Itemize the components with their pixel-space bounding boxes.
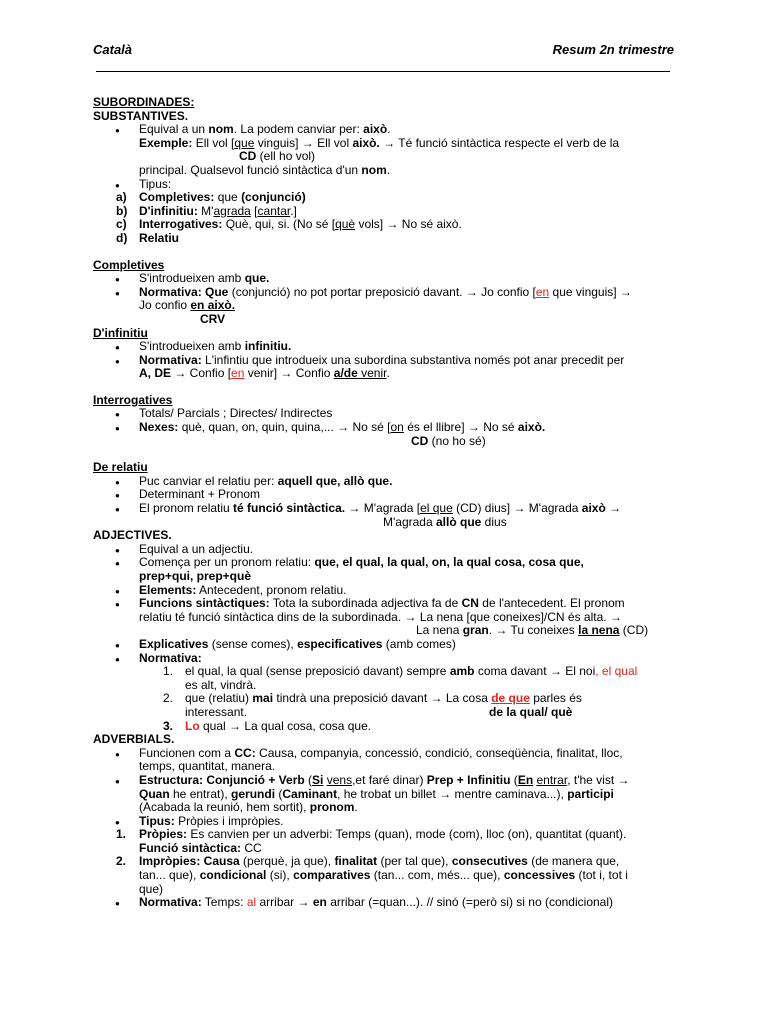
section-title-interrogatives: Interrogatives — [93, 392, 173, 407]
list-item: ● Elements: Antecedent, pronom relatiu. — [93, 584, 683, 598]
annotation-cd: CD (no ho sé) — [411, 433, 486, 448]
list-item: tan... que), condicional (si), comparatives (tan... com, més... que), concessives (tot i, tot i — [139, 868, 628, 883]
list-item: ● Equival a un adjectiu. — [93, 543, 683, 557]
section-title-infinitiu: D'infinitiu — [93, 325, 148, 340]
section-title-adjectives: ADJECTIVES. — [93, 528, 172, 543]
list-item: CD (ell ho vol) — [239, 149, 316, 164]
list-item: ● Normativa: Temps: al arribar → en arribar (=quan...). // sinó (=però si) si no (condicional) — [93, 896, 683, 910]
list-item: (Acabada la reunió, hem sortit), pronom. — [139, 800, 358, 815]
list-item: 2. que (relatiu) mai tindrà una preposició davant → La cosa de que parles és — [163, 691, 582, 706]
list-item: ● Tipus: — [93, 178, 683, 192]
list-item: ● Estructura: Conjunció + Verb (Si vens,et faré dinar) Prep + Infinitiu (En entrar, t'he vist → — [93, 774, 683, 788]
spacer — [93, 246, 683, 259]
list-item: Exemple: Ell vol [que vinguis] → Ell vol això. → Té funció sintàctica respecte el verb de la — [139, 135, 620, 150]
list-item: ● Equival a un nom. La podem canviar per: això. — [93, 123, 683, 137]
section-title-substantives: SUBSTANTIVES. — [93, 108, 189, 123]
list-item: ● Puc canviar el relatiu per: aquell que, allò que. — [93, 475, 683, 489]
list-item: temps, quantitat, manera. — [139, 759, 276, 774]
list-item: 1. Pròpies: Es canvien per un adverbi: Temps (quan), mode (com), lloc (on), quantitat (quant). — [116, 827, 627, 842]
list-item: Jo confio en això. — [139, 298, 236, 313]
list-item: ● S'introdueixen amb infinitiu. — [93, 340, 683, 354]
list-item: ● El pronom relatiu té funció sintàctica. → M'agrada [el que (CD) dius] → M'agrada això → — [93, 502, 683, 516]
section-title-completives: Completives — [93, 257, 165, 272]
section-title-relatiu: De relatiu — [93, 460, 148, 475]
list-item: a) Completives: que (conjunció) — [116, 190, 306, 205]
list-item: b) D'infinitiu: M'agrada [cantar.] — [116, 203, 297, 218]
list-item: ● Funcionen com a CC: Causa, companyia, concessió, condició, conseqüència, finalitat, lloc, — [93, 747, 683, 761]
spacer — [93, 381, 683, 394]
list-item: ● Normativa: Que (conjunció) no pot portar preposició davant. → Jo confio [en que vinguis] → — [93, 286, 683, 300]
list-item: d) Relatiu — [116, 230, 180, 245]
section-title-subordinades: SUBORDINADES: — [93, 95, 195, 109]
list-item: es alt, vindrà. — [185, 677, 257, 692]
list-item: Funció sintàctica: CC — [139, 840, 262, 855]
list-item: ● Normativa: L'infintiu que introdueix una subordina substantiva només pot anar precedit per — [93, 354, 683, 368]
list-item: Quan he entrat), gerundi (Caminant, he trobat un billet → mentre caminava...), participi — [139, 786, 614, 801]
list-item: ● S'introdueixen amb que. — [93, 272, 683, 286]
list-item: 1. el qual, la qual (sense preposició davant) sempre amb coma davant → El noi, el qual — [163, 664, 638, 679]
annotation-crv: CRV — [200, 311, 226, 326]
list-item: 3. Lo qual → La qual cosa, cosa que. — [163, 718, 372, 733]
list-item: ● Totals/ Parcials ; Directes/ Indirectes — [93, 407, 683, 421]
list-item: ● Funcions sintàctiques: Tota la subordinada adjectiva fa de CN de l'antecedent. El pronom — [93, 597, 683, 611]
list-item: ● Nexes: què, quan, on, quin, quina,... → No sé [on és el llibre] → No sé això. — [93, 421, 683, 435]
header-divider — [96, 71, 670, 72]
list-item: que) — [139, 881, 164, 896]
spacer — [93, 448, 683, 461]
header-term: Resum 2n trimestre — [552, 42, 674, 57]
list-item: La nena gran. → Tu coneixes la nena (CD) — [416, 623, 649, 638]
list-item: ● Comença per un pronom relatiu: que, el qual, la qual, on, la qual cosa, cosa que, — [93, 556, 683, 570]
list-item: ● Determinant + Pronom — [93, 488, 683, 502]
list-item: ● Normativa: — [93, 652, 683, 666]
section-title-adverbials: ADVERBIALS. — [93, 732, 175, 747]
list-item: relatiu té funció sintàctica dins de la subordinada. → La nena [que coneixes]/CN és alta. → — [139, 609, 622, 624]
list-item: interessant. de la qual/ què — [185, 704, 573, 719]
list-item: principal. Qualsevol funció sintàctica d'un nom. — [139, 162, 391, 177]
list-item: A, DE → Confio [en venir] → Confio a/de venir. — [139, 366, 390, 381]
list-item: c) Interrogatives: Què, qui, si. (No sé [què vols] → No sé això. — [116, 217, 462, 232]
header-subject: Català — [93, 42, 133, 57]
list-item: prep+qui, prep+què — [139, 569, 252, 583]
list-item: M'agrada allò que dius — [383, 514, 507, 529]
list-item: 2. Impròpies: Causa (perquè, ja que), finalitat (per tal que), consecutives (de manera que, — [116, 854, 620, 869]
document-body — [93, 96, 683, 910]
list-item: ● Tipus: Pròpies i impròpies. — [93, 815, 683, 829]
list-item: ● Explicatives (sense comes), especificatives (amb comes) — [93, 638, 683, 652]
